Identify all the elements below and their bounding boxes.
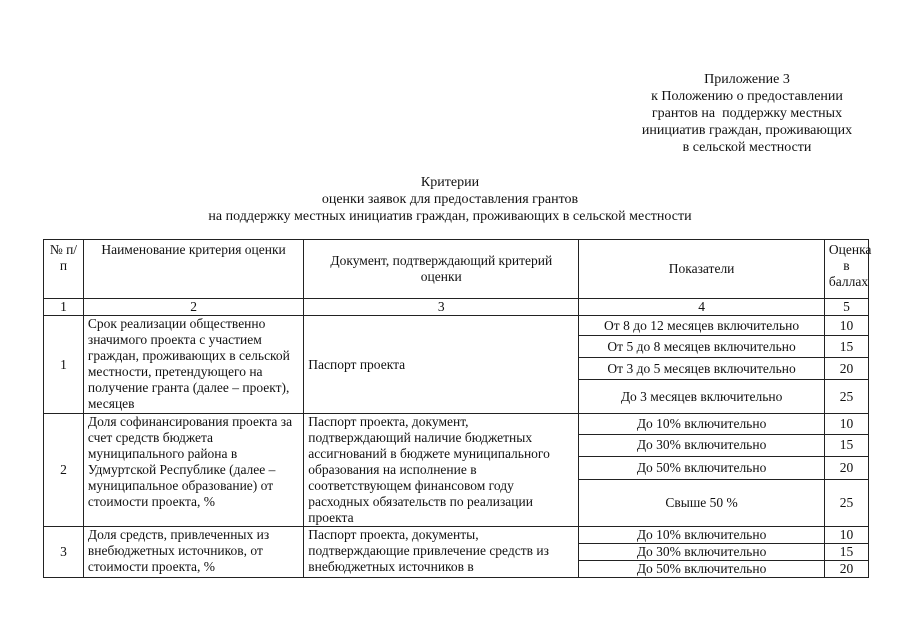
indicator-score: 20 bbox=[824, 561, 868, 578]
indicator-label: До 30% включительно bbox=[579, 544, 825, 561]
indicator-label: От 5 до 8 месяцев включительно bbox=[579, 336, 825, 358]
appendix-note bbox=[612, 71, 882, 156]
indicator-score: 20 bbox=[824, 358, 868, 380]
column-number: 4 bbox=[579, 299, 825, 316]
title-line-1: Критерии bbox=[420, 175, 480, 190]
indicator-label: От 8 до 12 месяцев включительно bbox=[579, 316, 825, 336]
indicator-label: До 50% включительно bbox=[579, 561, 825, 578]
title-line-2: оценки заявок для предоставления грантов bbox=[321, 192, 579, 207]
appendix-line-3: грантов на поддержку местных bbox=[651, 106, 843, 121]
header-name: Наименование критерия оценки bbox=[83, 240, 303, 299]
table-header-row bbox=[44, 240, 869, 299]
column-number: 1 bbox=[44, 299, 84, 316]
appendix-line-5: в сельской местности bbox=[682, 140, 812, 155]
criterion-document: Паспорт проекта bbox=[304, 316, 579, 414]
header-doc: Документ, подтверждающий критерий оценки bbox=[304, 240, 579, 299]
table-row bbox=[44, 527, 869, 544]
indicator-score: 15 bbox=[824, 336, 868, 358]
criterion-name: Доля софинансирования проекта за счет средств бюджета муниципального района в Удмуртской Республике (далее – муниципальное образование) от стоимости проекта, % bbox=[83, 414, 303, 527]
header-indicators: Показатели bbox=[579, 240, 825, 299]
title-line-3: на поддержку местных инициатив граждан, проживающих в сельской местности bbox=[208, 209, 692, 224]
criterion-name: Срок реализации общественно значимого проекта с участием граждан, проживающих в сельской местности, претендующего на получение гранта (далее – проект), месяцев bbox=[83, 316, 303, 414]
indicator-label: До 30% включительно bbox=[579, 434, 825, 457]
appendix-line-1: Приложение 3 bbox=[704, 72, 790, 87]
indicator-label: До 50% включительно bbox=[579, 457, 825, 480]
indicator-score: 25 bbox=[824, 479, 868, 526]
indicator-score: 15 bbox=[824, 544, 868, 561]
criterion-number: 3 bbox=[44, 527, 84, 578]
criterion-name: Доля средств, привлеченных из внебюджетных источников, от стоимости проекта, % bbox=[83, 527, 303, 578]
indicator-score: 15 bbox=[824, 434, 868, 457]
header-score: Оценка в баллах bbox=[824, 240, 868, 299]
indicator-score: 20 bbox=[824, 457, 868, 480]
appendix-line-2: к Положению о предоставлении bbox=[651, 89, 843, 104]
column-number: 3 bbox=[304, 299, 579, 316]
column-number: 5 bbox=[824, 299, 868, 316]
criterion-document: Паспорт проекта, документы, подтверждающие привлечение средств из внебюджетных источников в bbox=[304, 527, 579, 578]
indicator-score: 25 bbox=[824, 380, 868, 414]
indicator-score: 10 bbox=[824, 527, 868, 544]
indicator-score: 10 bbox=[824, 316, 868, 336]
table-row bbox=[44, 414, 869, 435]
table-row bbox=[44, 316, 869, 336]
indicator-label: От 3 до 5 месяцев включительно bbox=[579, 358, 825, 380]
appendix-line-4: инициатив граждан, проживающих bbox=[641, 123, 853, 138]
criterion-number: 2 bbox=[44, 414, 84, 527]
column-number-row bbox=[44, 299, 869, 316]
document-title bbox=[150, 174, 750, 225]
criterion-number: 1 bbox=[44, 316, 84, 414]
indicator-label: Свыше 50 % bbox=[579, 479, 825, 526]
indicator-score: 10 bbox=[824, 414, 868, 435]
criterion-document: Паспорт проекта, документ, подтверждающий наличие бюджетных ассигнований в бюджете муниципального образования на исполнение в соответствующем финансовом году расходных обязательств по реализации проекта bbox=[304, 414, 579, 527]
column-number: 2 bbox=[83, 299, 303, 316]
indicator-label: До 10% включительно bbox=[579, 414, 825, 435]
indicator-label: До 10% включительно bbox=[579, 527, 825, 544]
header-num: № п/п bbox=[44, 240, 84, 299]
criteria-table bbox=[43, 239, 872, 578]
indicator-label: До 3 месяцев включительно bbox=[579, 380, 825, 414]
